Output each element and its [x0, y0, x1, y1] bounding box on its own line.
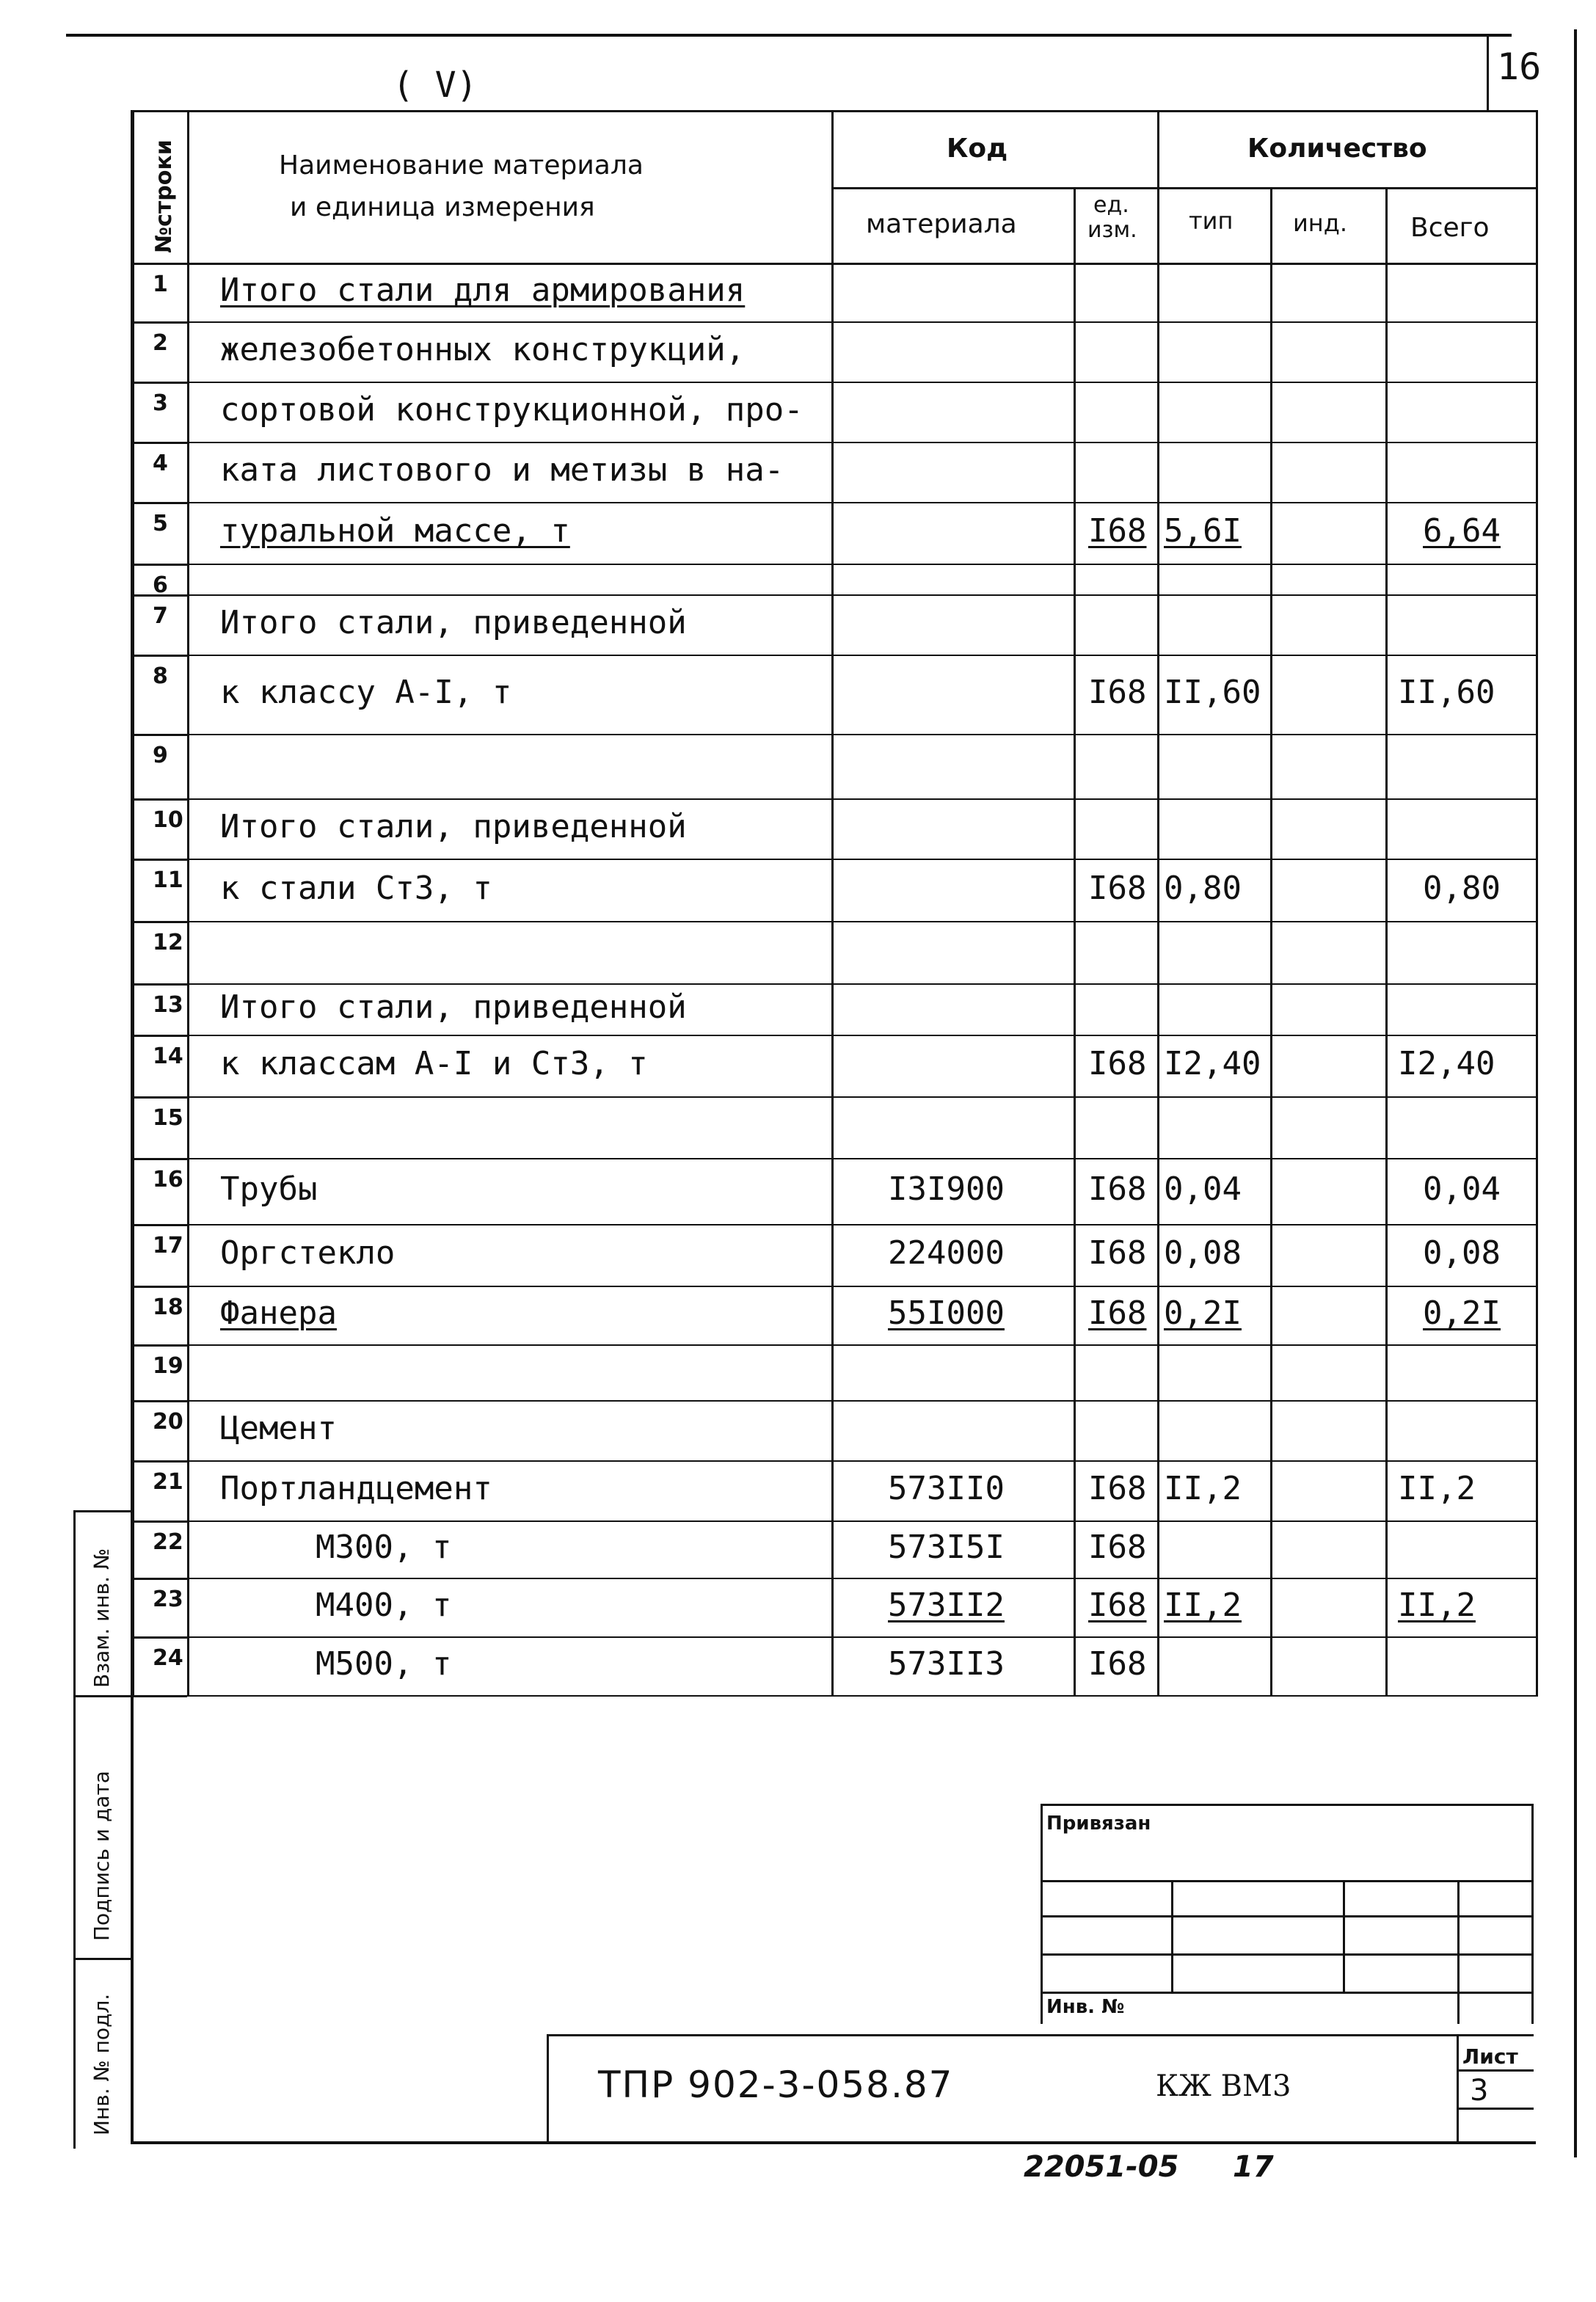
- row-total-qty: II,60: [1398, 674, 1495, 711]
- row-unit: I68: [1088, 674, 1147, 711]
- table-row-rule: [187, 859, 1536, 860]
- table-column-rule: [1074, 187, 1076, 1697]
- footer-number: 17: [1233, 2150, 1274, 2184]
- header-name-label: Наименование материала: [279, 150, 644, 181]
- row-number: 3: [153, 390, 168, 416]
- row-number: 4: [153, 451, 168, 476]
- table-row-number-rule: [132, 1400, 187, 1402]
- table-row-rule: [187, 1460, 1536, 1462]
- row-number: 22: [153, 1529, 183, 1555]
- table-row-number-rule: [132, 1578, 187, 1580]
- table-row-number-rule: [132, 983, 187, 986]
- table-row-number-rule: [132, 859, 187, 861]
- header-unit-line1: ед.: [1093, 192, 1129, 218]
- header-code-label: Код: [947, 134, 1008, 164]
- table-column-rule: [1157, 110, 1159, 1697]
- row-type-qty: II,60: [1164, 674, 1261, 711]
- table-row-number-rule: [132, 1695, 187, 1697]
- row-number: 24: [153, 1645, 183, 1671]
- table-row-number-rule: [132, 1158, 187, 1160]
- table-row-rule: [187, 1096, 1536, 1098]
- footer-note: 22051-05: [1024, 2150, 1179, 2184]
- row-number: 23: [153, 1587, 183, 1612]
- table-header-top-rule: [132, 110, 1536, 112]
- row-type-qty: 0,80: [1164, 869, 1242, 907]
- row-number: 12: [153, 930, 183, 955]
- row-number: 11: [153, 867, 183, 893]
- row-unit: I68: [1088, 1294, 1147, 1332]
- row-type-qty: I2,40: [1164, 1045, 1261, 1082]
- row-unit: I68: [1088, 1470, 1147, 1507]
- row-material-name: к стали Ст3, т: [220, 869, 492, 907]
- row-material-code: 573II3: [888, 1645, 1005, 1683]
- row-type-qty: II,2: [1164, 1470, 1242, 1507]
- row-unit: I68: [1088, 1234, 1147, 1272]
- table-row-rule: [187, 734, 1536, 735]
- row-material-code: 573II2: [888, 1587, 1005, 1624]
- row-material-name: Фанера: [220, 1294, 337, 1332]
- page-number: 16: [1497, 45, 1542, 88]
- row-material-name: Итого стали, приведенной: [220, 808, 687, 845]
- table-row-rule: [187, 564, 1536, 565]
- header-type-label: тип: [1189, 207, 1234, 235]
- row-number: 17: [153, 1233, 183, 1259]
- table-row-rule: [187, 442, 1536, 443]
- table-column-rule: [1270, 187, 1272, 1697]
- table-header-mid-rule: [831, 187, 1536, 189]
- table-row-rule: [187, 1400, 1536, 1402]
- table-row-number-rule: [132, 1035, 187, 1037]
- row-material-name: к классу А-I, т: [220, 674, 512, 711]
- row-total-qty: II,2: [1398, 1470, 1476, 1507]
- margin-divider-1: [73, 1695, 132, 1697]
- table-row-rule: [187, 1224, 1536, 1225]
- header-unit-line2: изм.: [1087, 217, 1137, 243]
- table-row-rule: [187, 655, 1536, 656]
- row-material-name: Итого стали для армирования: [220, 272, 746, 309]
- row-number: 16: [153, 1167, 183, 1192]
- table-row-number-rule: [132, 798, 187, 801]
- table-row-number-rule: [132, 1636, 187, 1639]
- header-ind-label: инд.: [1293, 209, 1348, 237]
- row-material-code: 55I000: [888, 1294, 1005, 1332]
- table-row-rule: [187, 1158, 1536, 1159]
- table-row-rule: [187, 1344, 1536, 1346]
- row-material-name: М500, т: [316, 1645, 452, 1683]
- table-row-rule: [187, 594, 1536, 596]
- header-quantity-label: Количество: [1247, 134, 1427, 164]
- row-material-name: М300, т: [316, 1529, 452, 1566]
- row-total-qty: 0,80: [1423, 869, 1501, 907]
- row-material-name: сортовой конструкционной, про-: [220, 391, 804, 429]
- row-material-name: Портландцемент: [220, 1470, 492, 1507]
- stamp-privyazan-label: Привязан: [1046, 1813, 1151, 1835]
- row-material-code: 573II0: [888, 1470, 1005, 1507]
- row-material-code: 224000: [888, 1234, 1005, 1272]
- row-number: 5: [153, 511, 168, 536]
- header-unit-label: и единица измерения: [290, 192, 595, 222]
- table-row-number-rule: [132, 502, 187, 504]
- row-material-code: 573I5I: [888, 1529, 1005, 1566]
- row-number: 7: [153, 603, 168, 629]
- table-row-rule: [187, 1520, 1536, 1522]
- row-unit: I68: [1088, 1587, 1147, 1624]
- table-row-number-rule: [132, 564, 187, 566]
- title-block: [547, 2034, 1534, 2144]
- sheet-label: Лист: [1462, 2044, 1518, 2069]
- row-type-qty: II,2: [1164, 1587, 1242, 1624]
- table-row-rule: [187, 1636, 1536, 1638]
- table-column-rule: [132, 110, 134, 1697]
- table-row-number-rule: [132, 734, 187, 736]
- table-row-rule: [187, 1286, 1536, 1287]
- table-row-rule: [187, 921, 1536, 922]
- table-row-rule: [187, 1035, 1536, 1036]
- row-number: 2: [153, 330, 168, 356]
- row-total-qty: 6,64: [1423, 512, 1501, 550]
- row-number: 6: [153, 572, 168, 598]
- row-total-qty: 0,08: [1423, 1234, 1501, 1272]
- row-total-qty: 0,04: [1423, 1170, 1501, 1208]
- table-row-number-rule: [132, 321, 187, 324]
- row-material-name: к классам А-I и Ст3, т: [220, 1045, 648, 1082]
- table-row-number-rule: [132, 1224, 187, 1226]
- margin-divider-2: [73, 1958, 132, 1960]
- table-row-number-rule: [132, 442, 187, 444]
- table-row-rule: [187, 1578, 1536, 1579]
- sheet-number: 3: [1470, 2074, 1489, 2108]
- row-number: 1: [153, 272, 168, 297]
- row-number: 15: [153, 1105, 183, 1131]
- doc-code: ТПР 902-3-058.87: [598, 2064, 954, 2106]
- row-type-qty: 5,6I: [1164, 512, 1242, 550]
- table-column-rule: [831, 110, 834, 1697]
- stamp-inv-label: Инв. №: [1046, 1996, 1125, 2018]
- row-number: 18: [153, 1294, 183, 1320]
- row-type-qty: 0,04: [1164, 1170, 1242, 1208]
- side-label-vzam: Взам. инв. №: [90, 1548, 114, 1688]
- table-row-rule: [187, 502, 1536, 503]
- table-row-number-rule: [132, 1344, 187, 1347]
- header-total-label: Всего: [1410, 213, 1490, 243]
- row-unit: I68: [1088, 1645, 1147, 1683]
- row-unit: I68: [1088, 869, 1147, 907]
- row-number: 8: [153, 663, 168, 689]
- table-row-rule: [187, 983, 1536, 985]
- row-material-name: железобетонных конструкций,: [220, 331, 746, 368]
- top-mark: ( V): [393, 65, 478, 106]
- table-row-number-rule: [132, 1096, 187, 1099]
- row-material-name: М400, т: [316, 1587, 452, 1624]
- row-number: 13: [153, 992, 183, 1018]
- row-unit: I68: [1088, 512, 1147, 550]
- table-row-rule: [187, 1695, 1536, 1697]
- row-unit: I68: [1088, 1045, 1147, 1082]
- row-material-name: Оргстекло: [220, 1234, 396, 1272]
- row-number: 19: [153, 1353, 183, 1379]
- table-column-rule: [187, 110, 189, 1697]
- table-row-number-rule: [132, 1460, 187, 1463]
- side-label-inv: Инв. № подл.: [90, 1993, 114, 2135]
- row-unit: I68: [1088, 1529, 1147, 1566]
- row-material-name: Трубы: [220, 1170, 318, 1208]
- row-material-name: Цемент: [220, 1410, 337, 1447]
- table-column-rule: [1536, 110, 1538, 1697]
- row-material-code: I3I900: [888, 1170, 1005, 1208]
- margin-outer-line: [73, 1510, 76, 2149]
- row-type-qty: 0,2I: [1164, 1294, 1242, 1332]
- row-material-name: Итого стали, приведенной: [220, 988, 687, 1026]
- row-number: 21: [153, 1469, 183, 1495]
- table-header-bottom-rule: [132, 263, 1536, 265]
- row-total-qty: I2,40: [1398, 1045, 1495, 1082]
- row-material-name: туральной массе, т: [220, 512, 570, 550]
- table-row-number-rule: [132, 655, 187, 657]
- row-number: 20: [153, 1409, 183, 1435]
- row-number: 9: [153, 743, 168, 768]
- header-material-label: материала: [866, 209, 1017, 239]
- doc-mark: КЖ ВМ3: [1156, 2069, 1291, 2103]
- row-number: 10: [153, 807, 183, 833]
- row-number: 14: [153, 1043, 183, 1069]
- row-material-name: Итого стали, приведенной: [220, 604, 687, 641]
- table-row-rule: [187, 798, 1536, 800]
- row-material-name: ката листового и метизы в на-: [220, 451, 784, 489]
- side-label-podpis: Подпись и дата: [90, 1771, 114, 1941]
- row-total-qty: 0,2I: [1423, 1294, 1501, 1332]
- row-type-qty: 0,08: [1164, 1234, 1242, 1272]
- table-row-rule: [187, 382, 1536, 383]
- table-row-number-rule: [132, 382, 187, 384]
- row-unit: I68: [1088, 1170, 1147, 1208]
- table-row-number-rule: [132, 921, 187, 923]
- stamp-privyazan-block: [1041, 1804, 1534, 2024]
- margin-top-line: [73, 1510, 132, 1512]
- table-column-rule: [1385, 187, 1388, 1697]
- table-row-number-rule: [132, 1520, 187, 1523]
- table-row-number-rule: [132, 1286, 187, 1288]
- header-row-number-label: №строки: [151, 139, 177, 253]
- table-row-rule: [187, 321, 1536, 323]
- row-total-qty: II,2: [1398, 1587, 1476, 1624]
